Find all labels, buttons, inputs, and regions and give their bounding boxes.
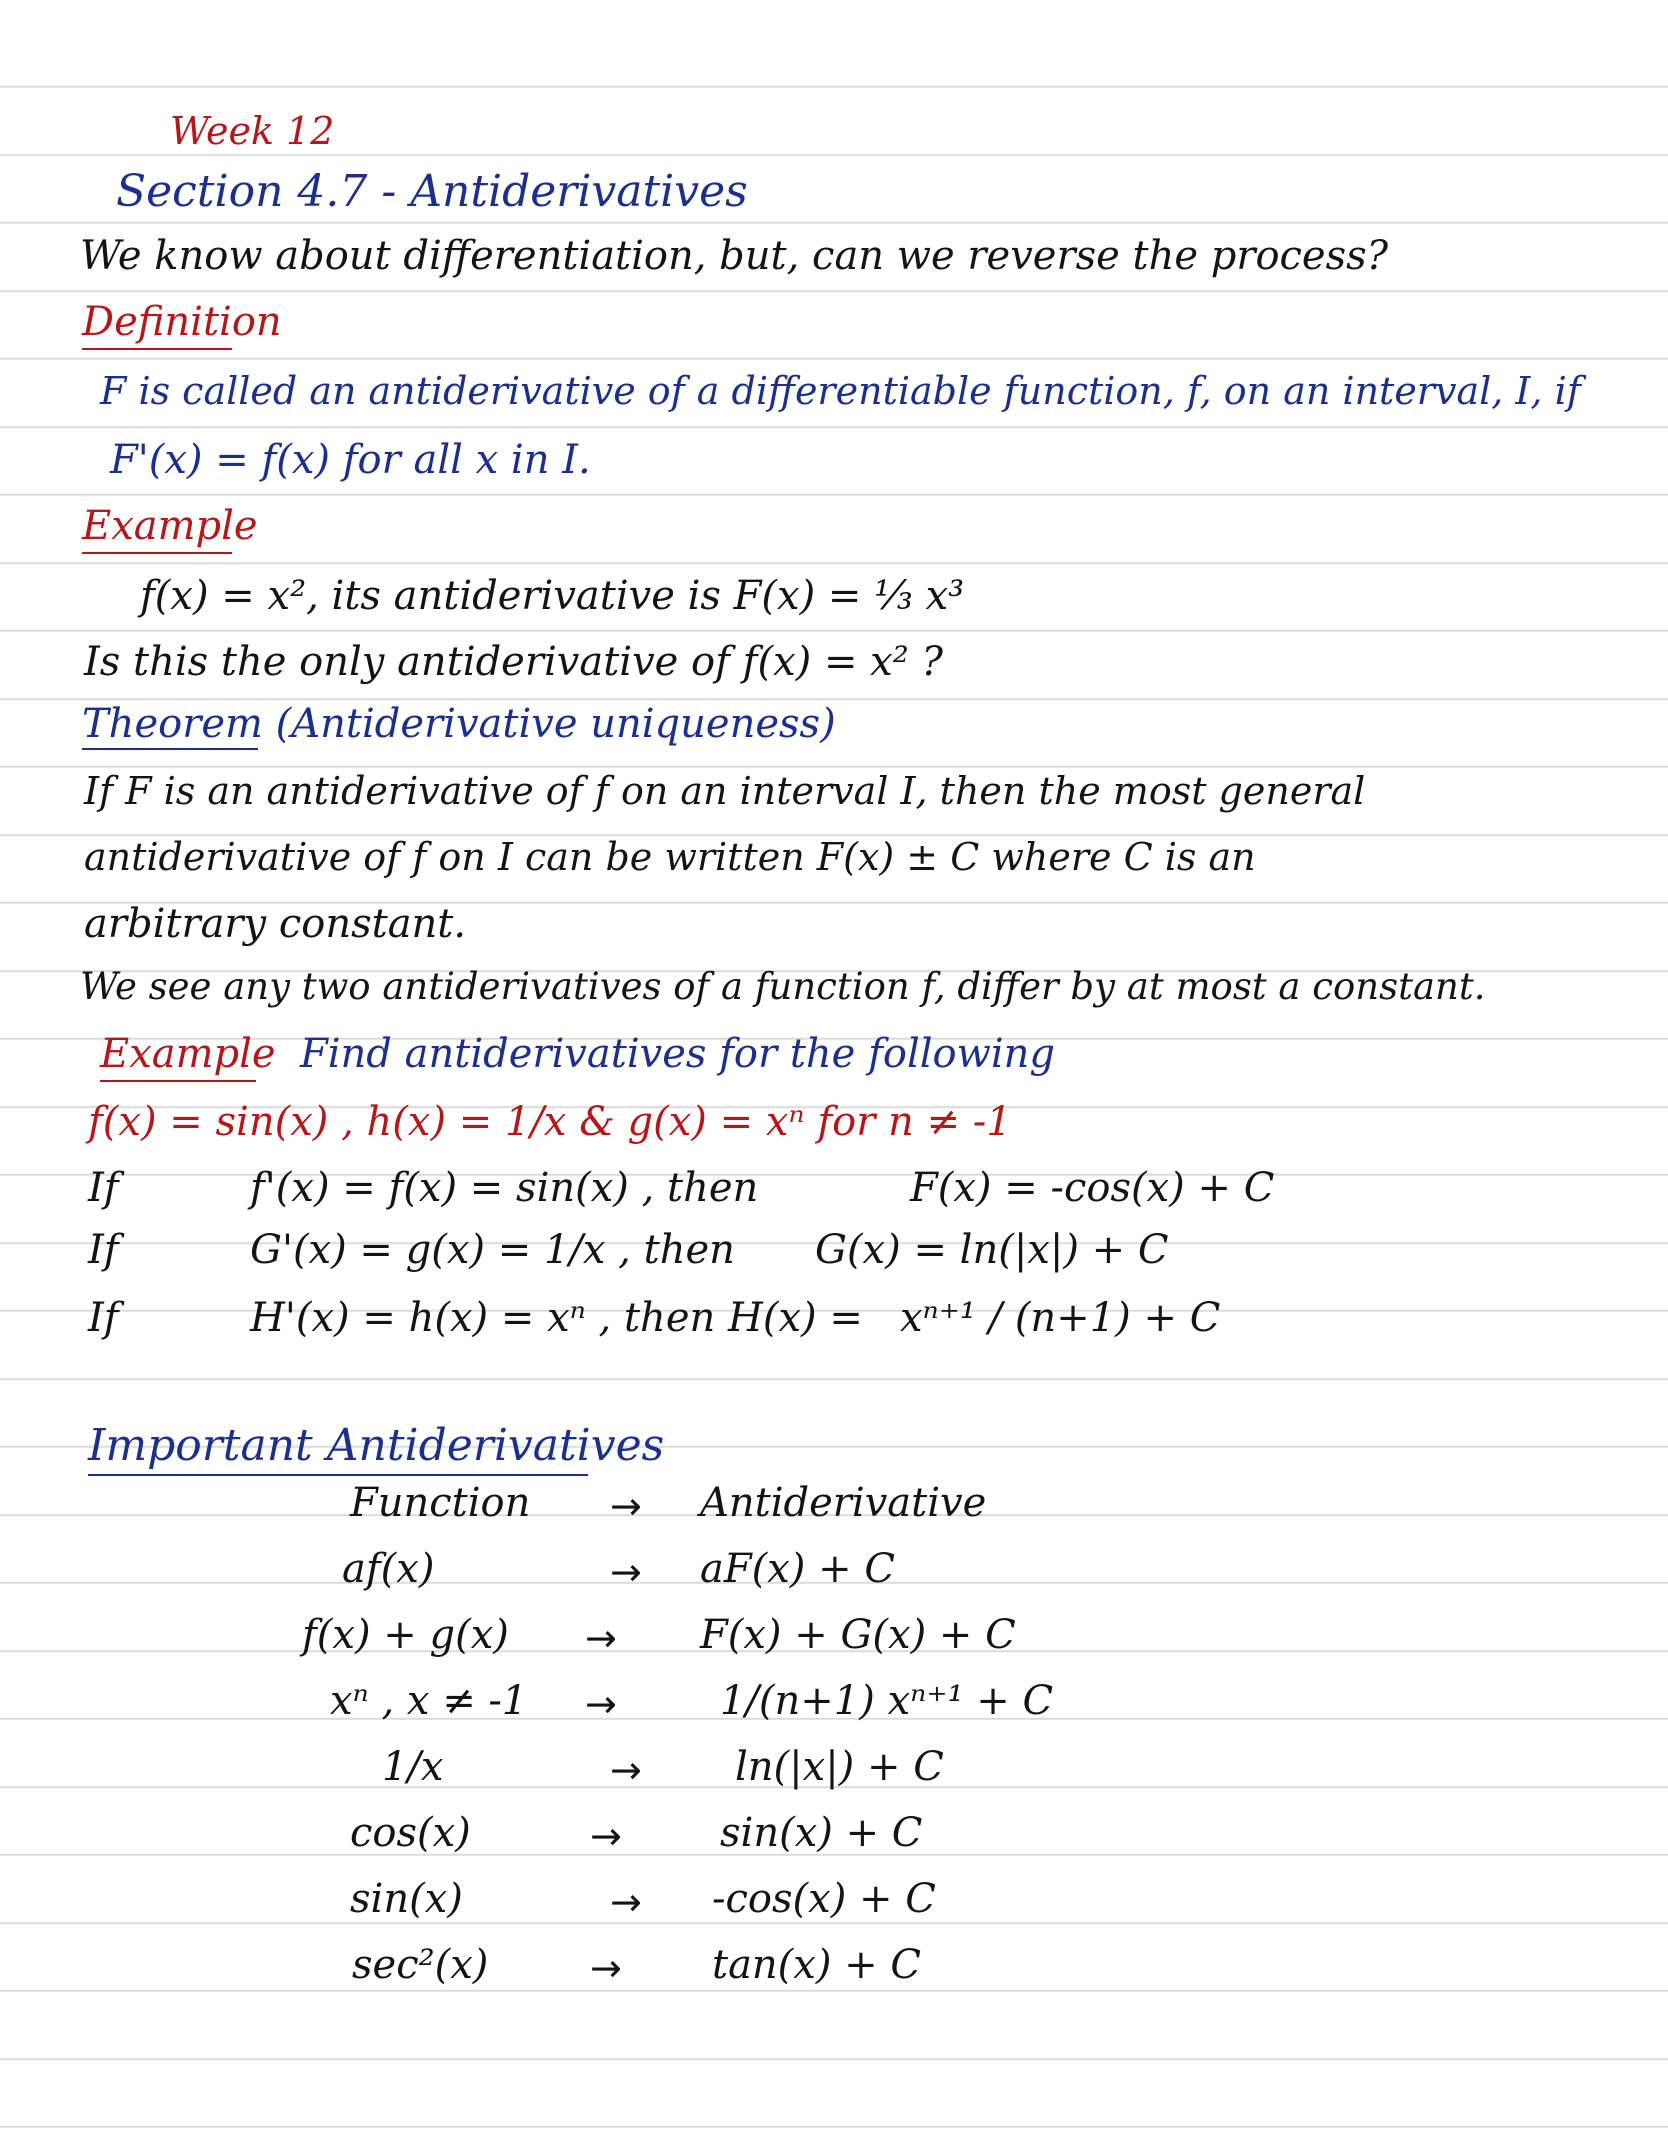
- table-row1-arrow: →: [610, 1550, 642, 1594]
- table-header-arrow: →: [610, 1484, 642, 1528]
- table-row6-arrow: →: [610, 1880, 642, 1924]
- example2-underline: [100, 1080, 256, 1082]
- table-row4-arrow: →: [610, 1748, 642, 1792]
- example2-heading: Example: [100, 1031, 276, 1077]
- example2-row2-if: If: [88, 1227, 119, 1273]
- table-row2-antiderivative: F(x) + G(x) + C: [700, 1612, 1016, 1658]
- table-row7-arrow: →: [590, 1946, 622, 1990]
- table-row3-arrow: →: [585, 1682, 617, 1726]
- table-row2-arrow: →: [585, 1616, 617, 1660]
- table-heading-underline: [88, 1474, 588, 1476]
- example1-underline: [82, 552, 232, 554]
- example2-row2-result: G(x) = ln(|x|) + C: [815, 1227, 1169, 1273]
- example1-line2: Is this the only antiderivative of f(x) = x² ?: [84, 639, 943, 685]
- theorem-underline: [82, 748, 258, 750]
- table-row7-function: sec²(x): [352, 1942, 489, 1988]
- table-row5-antiderivative: sin(x) + C: [720, 1810, 923, 1856]
- table-row5-arrow: →: [590, 1814, 622, 1858]
- example2-row3-result: xⁿ⁺¹ / (n+1) + C: [900, 1295, 1221, 1341]
- table-header-antiderivative: Antiderivative: [700, 1480, 987, 1526]
- example1-line1: f(x) = x², its antiderivative is F(x) = ⅓ x³: [140, 573, 965, 619]
- table-row4-antiderivative: ln(|x|) + C: [735, 1744, 944, 1790]
- table-row1-function: af(x): [342, 1546, 435, 1592]
- definition-line2: F'(x) = f(x) for all x in I.: [110, 437, 591, 483]
- example2-row2-expr: G'(x) = g(x) = 1/x , then: [250, 1227, 735, 1273]
- definition-line1: F is called an antiderivative of a differentiable function, f, on an interval, I, if: [100, 369, 1581, 413]
- table-header-function: Function: [350, 1480, 531, 1526]
- example2-row1-expr: f'(x) = f(x) = sin(x) , then: [250, 1165, 759, 1211]
- intro-text: We know about differentiation, but, can we reverse the process?: [80, 233, 1389, 279]
- theorem-line3: arbitrary constant.: [84, 901, 467, 947]
- table-row6-function: sin(x): [350, 1876, 463, 1922]
- definition-underline: [82, 348, 232, 350]
- section-title: Section 4.7 - Antiderivatives: [116, 166, 748, 217]
- theorem-line2: antiderivative of f on I can be written F(x) ± C where C is an: [84, 835, 1256, 879]
- table-row1-antiderivative: aF(x) + C: [700, 1546, 895, 1592]
- example2-row1-result: F(x) = -cos(x) + C: [910, 1165, 1275, 1211]
- theorem-line1: If F is an antiderivative of f on an interval I, then the most general: [84, 769, 1366, 813]
- table-row5-function: cos(x): [350, 1810, 471, 1856]
- example2-prompt: Find antiderivatives for the following: [300, 1031, 1056, 1077]
- example2-row3-if: If: [88, 1295, 119, 1341]
- week-label: Week 12: [170, 109, 335, 153]
- table-row6-antiderivative: -cos(x) + C: [712, 1876, 936, 1922]
- table-row7-antiderivative: tan(x) + C: [712, 1942, 922, 1988]
- theorem-heading: Theorem (Antiderivative uniqueness): [82, 701, 836, 747]
- table-row3-antiderivative: 1/(n+1) xⁿ⁺¹ + C: [720, 1678, 1054, 1724]
- example1-heading: Example: [82, 503, 258, 549]
- definition-heading: Definition: [82, 299, 282, 345]
- table-row2-function: f(x) + g(x): [302, 1612, 509, 1658]
- table-heading: Important Antiderivatives: [88, 1420, 665, 1471]
- table-row3-function: xⁿ , x ≠ -1: [330, 1678, 528, 1724]
- table-row4-function: 1/x: [382, 1744, 444, 1790]
- example2-row1-if: If: [88, 1165, 119, 1211]
- example2-row3-expr: H'(x) = h(x) = xⁿ , then H(x) =: [250, 1295, 863, 1341]
- example2-functions: f(x) = sin(x) , h(x) = 1/x & g(x) = xⁿ for n ≠ -1: [88, 1099, 1012, 1145]
- remark-text: We see any two antiderivatives of a function f, differ by at most a constant.: [80, 965, 1486, 1008]
